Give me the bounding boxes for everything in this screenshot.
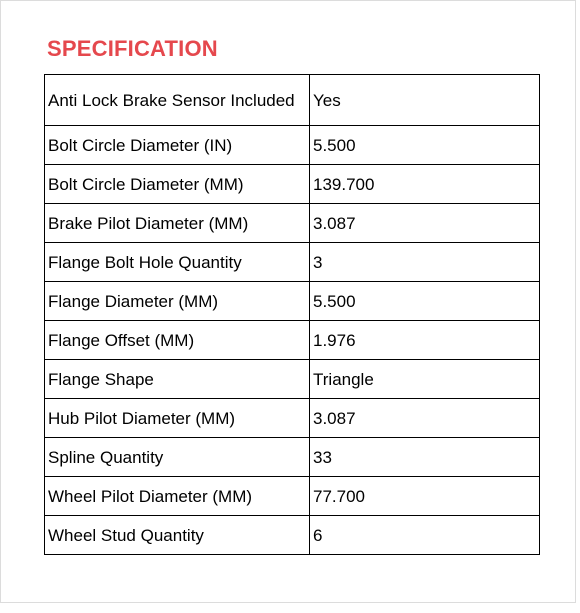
table-row [45, 399, 540, 438]
spec-value: 6 [310, 516, 540, 555]
spec-label: Bolt Circle Diameter (MM) [45, 165, 310, 204]
table-row [45, 438, 540, 477]
specification-table [44, 74, 540, 555]
spec-label: Spline Quantity [45, 438, 310, 477]
spec-label: Flange Offset (MM) [45, 321, 310, 360]
table-row [45, 282, 540, 321]
spec-value: 33 [310, 438, 540, 477]
spec-value: 5.500 [310, 126, 540, 165]
spec-label: Brake Pilot Diameter (MM) [45, 204, 310, 243]
spec-value: 3.087 [310, 204, 540, 243]
spec-label: Wheel Pilot Diameter (MM) [45, 477, 310, 516]
spec-label: Wheel Stud Quantity [45, 516, 310, 555]
spec-label: Bolt Circle Diameter (IN) [45, 126, 310, 165]
table-row [45, 165, 540, 204]
spec-value: 139.700 [310, 165, 540, 204]
spec-value: 77.700 [310, 477, 540, 516]
table-row [45, 321, 540, 360]
spec-label: Flange Shape [45, 360, 310, 399]
spec-value: 1.976 [310, 321, 540, 360]
spec-value: 3 [310, 243, 540, 282]
spec-label: Flange Bolt Hole Quantity [45, 243, 310, 282]
spec-label: Flange Diameter (MM) [45, 282, 310, 321]
spec-label: Anti Lock Brake Sensor Included [45, 75, 310, 126]
spec-label: Hub Pilot Diameter (MM) [45, 399, 310, 438]
table-row [45, 360, 540, 399]
table-row [45, 204, 540, 243]
spec-value: 3.087 [310, 399, 540, 438]
section-title: SPECIFICATION [47, 36, 218, 61]
table-row [45, 516, 540, 555]
spec-value: Yes [310, 75, 540, 126]
table-row [45, 75, 540, 126]
table-row [45, 126, 540, 165]
table-row [45, 243, 540, 282]
spec-value: Triangle [310, 360, 540, 399]
table-row [45, 477, 540, 516]
spec-value: 5.500 [310, 282, 540, 321]
